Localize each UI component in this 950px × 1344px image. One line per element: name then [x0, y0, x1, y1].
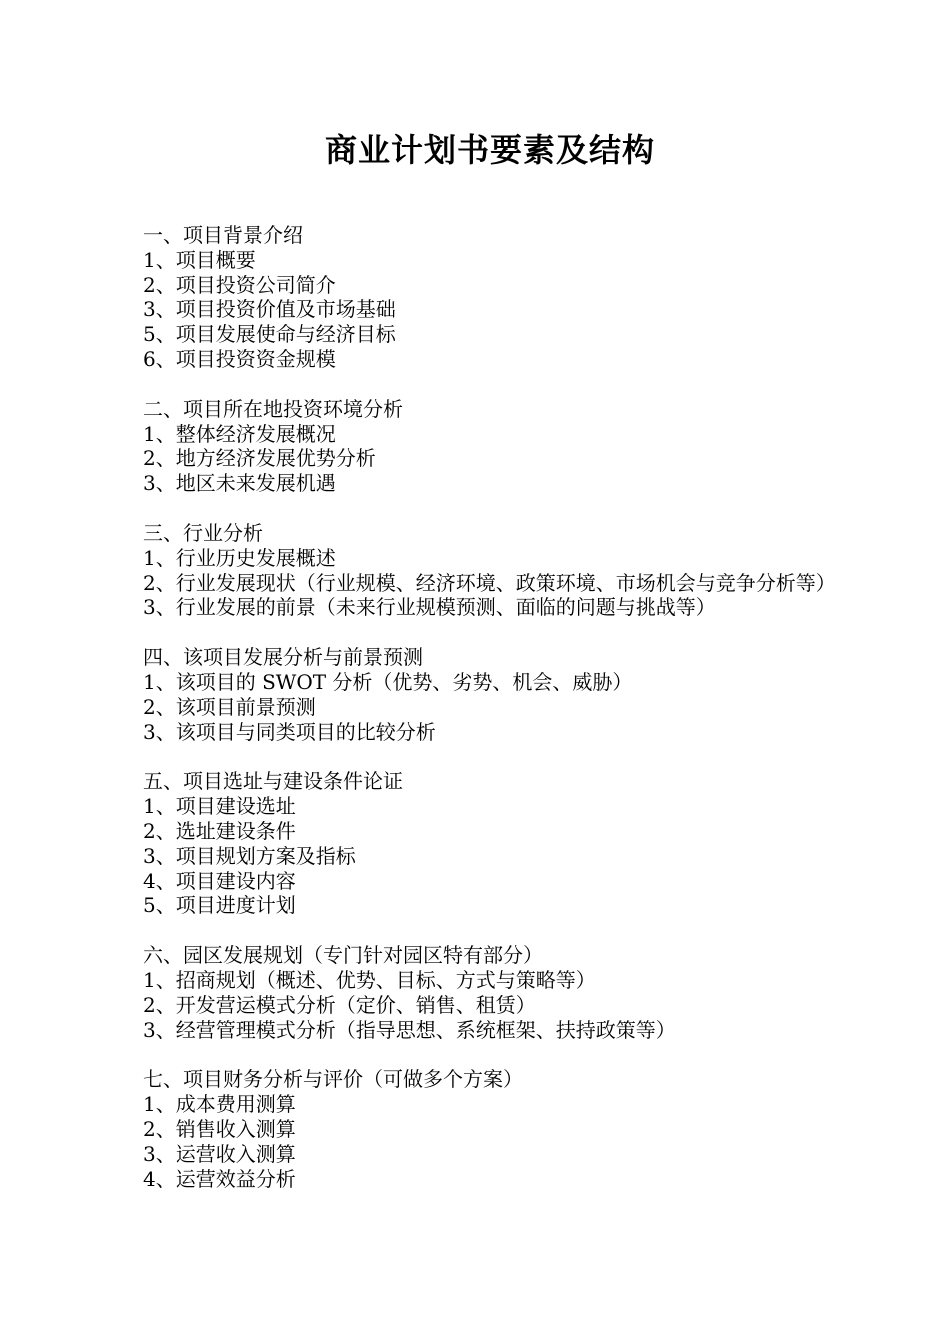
document-body: [143, 223, 843, 1216]
list-item: 4、项目建设内容: [143, 868, 296, 893]
section-6: [143, 943, 843, 1042]
list-item: 1、成本费用测算: [143, 1092, 296, 1117]
list-item: 3、行业发展的前景（未来行业规模预测、面临的问题与挑战等）: [143, 595, 716, 620]
list-item: 3、地区未来发展机遇: [143, 471, 336, 496]
list-item: 5、项目进度计划: [143, 893, 296, 918]
list-item: 3、运营收入测算: [143, 1141, 296, 1166]
list-item: 2、地方经济发展优势分析: [143, 446, 376, 471]
list-item: 1、行业历史发展概述: [143, 545, 336, 570]
section-heading: 四、该项目发展分析与前景预测: [143, 645, 423, 670]
section-7: [143, 1067, 843, 1191]
section-heading: 六、园区发展规划（专门针对园区特有部分）: [143, 943, 543, 968]
section-heading: 五、项目选址与建设条件论证: [143, 769, 403, 794]
list-item: 2、行业发展现状（行业规模、经济环境、政策环境、市场机会与竞争分析等）: [143, 570, 836, 595]
list-item: 5、项目发展使命与经济目标: [143, 322, 396, 347]
list-item: 3、项目规划方案及指标: [143, 843, 356, 868]
list-item: 2、销售收入测算: [143, 1116, 296, 1141]
list-item: 1、项目建设选址: [143, 794, 296, 819]
section-2: [143, 397, 843, 496]
list-item: 1、项目概要: [143, 247, 256, 272]
list-item: 1、整体经济发展概况: [143, 421, 336, 446]
section-heading: 七、项目财务分析与评价（可做多个方案）: [143, 1067, 523, 1092]
list-item: 3、项目投资价值及市场基础: [143, 297, 396, 322]
list-item: 1、招商规划（概述、优势、目标、方式与策略等）: [143, 967, 596, 992]
list-item: 3、经营管理模式分析（指导思想、系统框架、扶持政策等）: [143, 1017, 676, 1042]
list-item: 4、运营效益分析: [143, 1166, 296, 1191]
document-title: 商业计划书要素及结构: [324, 131, 655, 169]
list-item: 3、该项目与同类项目的比较分析: [143, 719, 436, 744]
section-5: [143, 769, 843, 918]
section-3: [143, 521, 843, 620]
list-item: 2、该项目前景预测: [143, 694, 316, 719]
list-item: 2、选址建设条件: [143, 818, 296, 843]
list-item: 2、开发营运模式分析（定价、销售、租赁）: [143, 992, 536, 1017]
section-heading: 二、项目所在地投资环境分析: [143, 396, 403, 421]
section-1: [143, 223, 843, 372]
list-item: 2、项目投资公司简介: [143, 272, 336, 297]
list-item: 6、项目投资资金规模: [143, 346, 336, 371]
list-item: 1、该项目的 SWOT 分析（优势、劣势、机会、威胁）: [143, 669, 633, 694]
section-heading: 三、行业分析: [143, 520, 263, 545]
section-4: [143, 645, 843, 744]
section-heading: 一、项目背景介绍: [143, 223, 303, 247]
